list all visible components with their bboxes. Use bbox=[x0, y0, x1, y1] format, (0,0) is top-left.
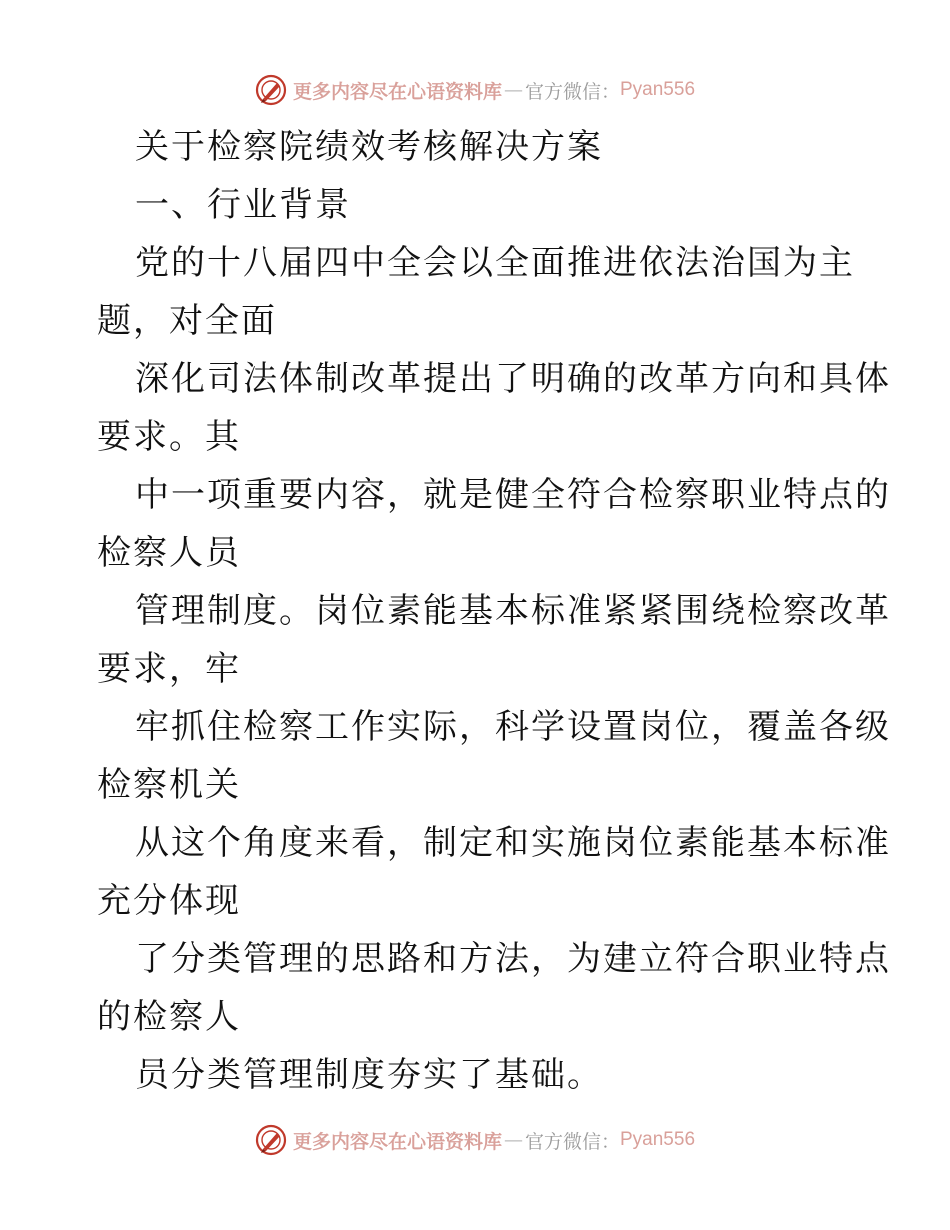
paragraph-line: 了分类管理的思路和方法，为建立符合职业特点 bbox=[135, 939, 891, 979]
pen-logo-icon bbox=[255, 74, 287, 106]
pen-logo-icon bbox=[255, 1124, 287, 1156]
paragraph-line: 充分体现 bbox=[97, 881, 241, 921]
watermark-main-text: 更多内容尽在心语资料库 bbox=[292, 1130, 502, 1153]
watermark-wechat-id: Pyan556 bbox=[620, 79, 696, 100]
watermark-separator: — bbox=[503, 79, 523, 101]
document-body bbox=[97, 118, 891, 1104]
watermark-official-label: 官方微信： bbox=[524, 80, 620, 103]
paragraph-line: 管理制度。岗位素能基本标准紧紧围绕检察改革 bbox=[135, 591, 891, 631]
paragraph-line: 员分类管理制度夯实了基础。 bbox=[135, 1055, 603, 1095]
paragraph-line: 中一项重要内容，就是健全符合检察职业特点的 bbox=[135, 475, 891, 515]
paragraph-line: 深化司法体制改革提出了明确的改革方向和具体 bbox=[135, 359, 891, 399]
paragraph-line: 从这个角度来看，制定和实施岗位素能基本标准 bbox=[135, 823, 891, 863]
paragraph-line: 牢抓住检察工作实际，科学设置岗位，覆盖各级 bbox=[135, 707, 891, 747]
watermark-official-label: 官方微信： bbox=[524, 1130, 620, 1153]
paragraph-line: 检察人员 bbox=[97, 533, 241, 573]
paragraph-line: 的检察人 bbox=[97, 997, 241, 1037]
watermark-separator: — bbox=[503, 1129, 523, 1151]
watermark-wechat-id: Pyan556 bbox=[620, 1129, 696, 1150]
paragraph-line: 要求，牢 bbox=[97, 649, 241, 689]
section-heading: 一、行业背景 bbox=[135, 185, 351, 225]
footer-watermark bbox=[0, 1120, 950, 1160]
paragraph-line: 题，对全面 bbox=[97, 301, 277, 341]
document-title: 关于检察院绩效考核解决方案 bbox=[135, 127, 603, 167]
paragraph-line: 检察机关 bbox=[97, 765, 241, 805]
watermark-main-text: 更多内容尽在心语资料库 bbox=[292, 80, 502, 103]
paragraph-line: 党的十八届四中全会以全面推进依法治国为主 bbox=[135, 243, 855, 283]
header-watermark bbox=[0, 70, 950, 110]
paragraph-line: 要求。其 bbox=[97, 417, 241, 457]
